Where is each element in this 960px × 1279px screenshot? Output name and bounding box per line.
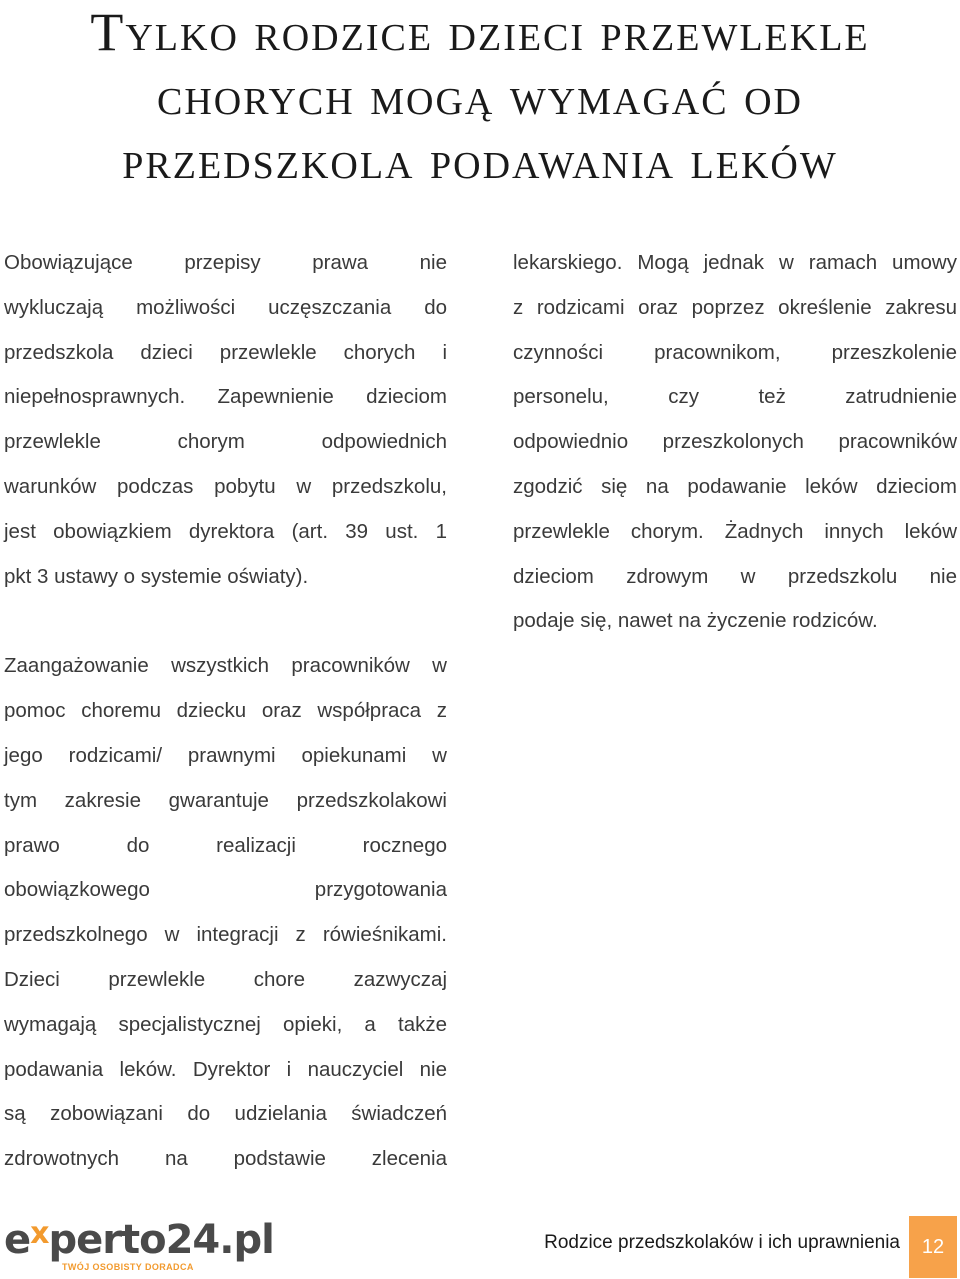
title-line: chorych mogą wymagać od — [157, 66, 803, 126]
text-line: personelu, czy też zatrudnienie — [513, 385, 957, 409]
footer-section-title: Rodzice przedszkolaków i ich uprawnienia — [544, 1232, 900, 1253]
text-line: Obowiązujące przepisy prawa nie — [4, 251, 447, 274]
text-line: podawania leków. Dyrektor i nauczyciel nie — [4, 1057, 447, 1081]
paragraph-staff-involvement — [4, 644, 447, 1182]
text-line: lekarskiego. Mogą jednak w ramach umowy — [513, 251, 957, 274]
paragraph-gap — [4, 599, 447, 644]
text-line: odpowiednio przeszkolonych pracowników — [513, 430, 957, 454]
text-line: zgodzić się na podawanie leków dzieciom — [513, 474, 957, 498]
text-line: pkt 3 ustawy o systemie oświaty). — [4, 564, 309, 588]
page-number-badge: 12 — [909, 1216, 957, 1278]
text-line: wymagają specjalistycznej opieki, a także — [4, 1012, 447, 1036]
page-title — [0, 0, 960, 192]
experto24-logo — [4, 1216, 274, 1278]
text-line: niepełnosprawnych. Zapewnienie dzieciom — [4, 385, 447, 409]
text-line: obowiązkowego przygotowania — [4, 878, 447, 902]
text-line: Zaangażowanie wszystkich pracowników w — [4, 654, 447, 678]
paragraph-medication-agreement — [513, 241, 957, 644]
title-line: Tylko rodzice dzieci przewlekle — [90, 2, 870, 62]
logo-wordmark: $e^xperto24.pl$ — [4, 1216, 274, 1263]
logo-tagline: TWÓJ OSOBISTY DORADCA — [62, 1262, 194, 1272]
text-line: są zobowiązani do udzielania świadczeń — [4, 1102, 447, 1126]
title-line: przedszkola podawania leków — [122, 130, 838, 190]
text-line: przewlekle chorym odpowiednich — [4, 430, 447, 454]
text-line: wykluczają możliwości uczęszczania do — [4, 295, 447, 319]
text-line: jego rodzicami/ prawnymi opiekunami w — [4, 743, 447, 767]
text-line: Dzieci przewlekle chore zazwyczaj — [4, 967, 447, 991]
paragraph-school-attendance — [4, 241, 447, 599]
text-line: z rodzicami oraz poprzez określenie zakresu — [513, 295, 957, 319]
left-column — [4, 241, 447, 1182]
text-line: warunków podczas pobytu w przedszkolu, — [4, 474, 447, 498]
text-line: dzieciom zdrowym w przedszkolu nie — [513, 564, 957, 588]
text-line: jest obowiązkiem dyrektora (art. 39 ust. 1 — [4, 519, 447, 543]
right-column — [513, 241, 957, 644]
text-line: tym zakresie gwarantuje przedszkolakowi — [4, 788, 447, 812]
text-line: przedszkola dzieci przewlekle chorych i — [4, 340, 447, 364]
text-line: pomoc choremu dziecku oraz współpraca z — [4, 699, 447, 723]
text-line: zdrowotnych na podstawie zlecenia — [4, 1147, 447, 1171]
text-line: czynności pracownikom, przeszkolenie — [513, 340, 957, 364]
text-line: przewlekle chorym. Żadnych innych leków — [513, 519, 957, 543]
text-line: przedszkolnego w integracji z rówieśnikami. — [4, 923, 447, 947]
text-line: prawo do realizacji rocznego — [4, 833, 447, 857]
text-line: podaje się, nawet na życzenie rodziców. — [513, 609, 878, 633]
